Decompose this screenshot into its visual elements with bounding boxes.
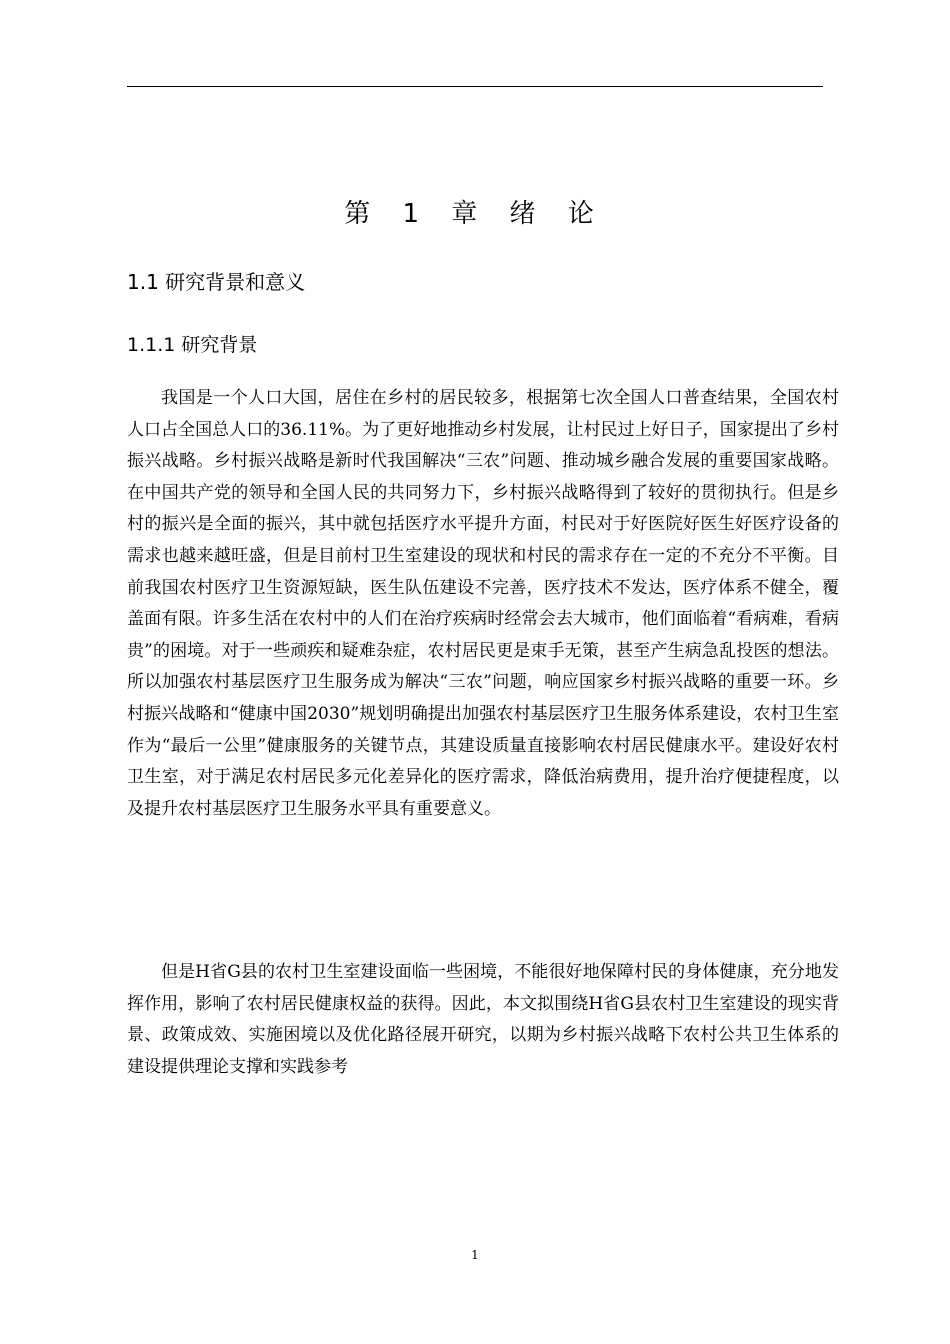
section-heading: 1.1 研究背景和意义 [127, 270, 306, 294]
chapter-title: 第 1 章 绪 论 [344, 199, 606, 229]
body-paragraph: 我国是一个人口大国，居住在乡村的居民较多，根据第七次全国人口普查结果，全国农村人口占全国总人口的36.11%。为了更好地推动乡村发展，让村民过上好日子，国家提出了乡村振兴战略。乡村振兴战略是新时代我国解决“三农”问题、推动城乡融合发展的重要国家战略。在中国共产党的领导和全国人民的共同努力下，乡村振兴战略得到了较好的贯彻执行。但是乡村的振兴是全面的振兴，其中就包括医疗水平提升方面，村民对于好医院好医生好医疗设备的需求也越来越旺盛，但是目前村卫生室建设的现状和村民的需求存在一定的不充分不平衡。目前我国农村医疗卫生资源短缺，医生队伍建设不完善，医疗技术不发达，医疗体系不健全，覆盖面有限。许多生活在农村中的人们在治疗疾病时经常会去大城市，他们面临着“看病难，看病贵”的困境。对于一些顽疾和疑难杂症，农村居民更是束手无策，甚至产生病急乱投医的想法。所以加强农村基层医疗卫生服务成为解决“三农”问题，响应国家乡村振兴战略的重要一环。乡村振兴战略和“健康中国2030”规划明确提出加强农村基层医疗卫生服务体系建设，农村卫生室作为“最后一公里”健康服务的关键节点，其建设质量直接影响农村居民健康水平。建设好农村卫生室，对于满足农村居民多元化差异化的医疗需求，降低治病费用，提升治疗便捷程度，以及提升农村基层医疗卫生服务水平具有重要意义。 [127, 388, 839, 819]
body-paragraph: 但是H省G县的农村卫生室建设面临一些困境，不能很好地保障村民的身体健康，充分地发挥作用，影响了农村居民健康权益的获得。因此，本文拟围绕H省G县农村卫生室建设的现实背景、政策成效、实施困境以及优化路径展开研究，以期为乡村振兴战略下农村公共卫生体系的建设提供理论支撑和实践参考 [127, 962, 839, 1077]
header-rule [127, 86, 823, 87]
page-number: 1 [471, 1248, 479, 1262]
subsection-heading: 1.1.1 研究背景 [127, 334, 258, 356]
